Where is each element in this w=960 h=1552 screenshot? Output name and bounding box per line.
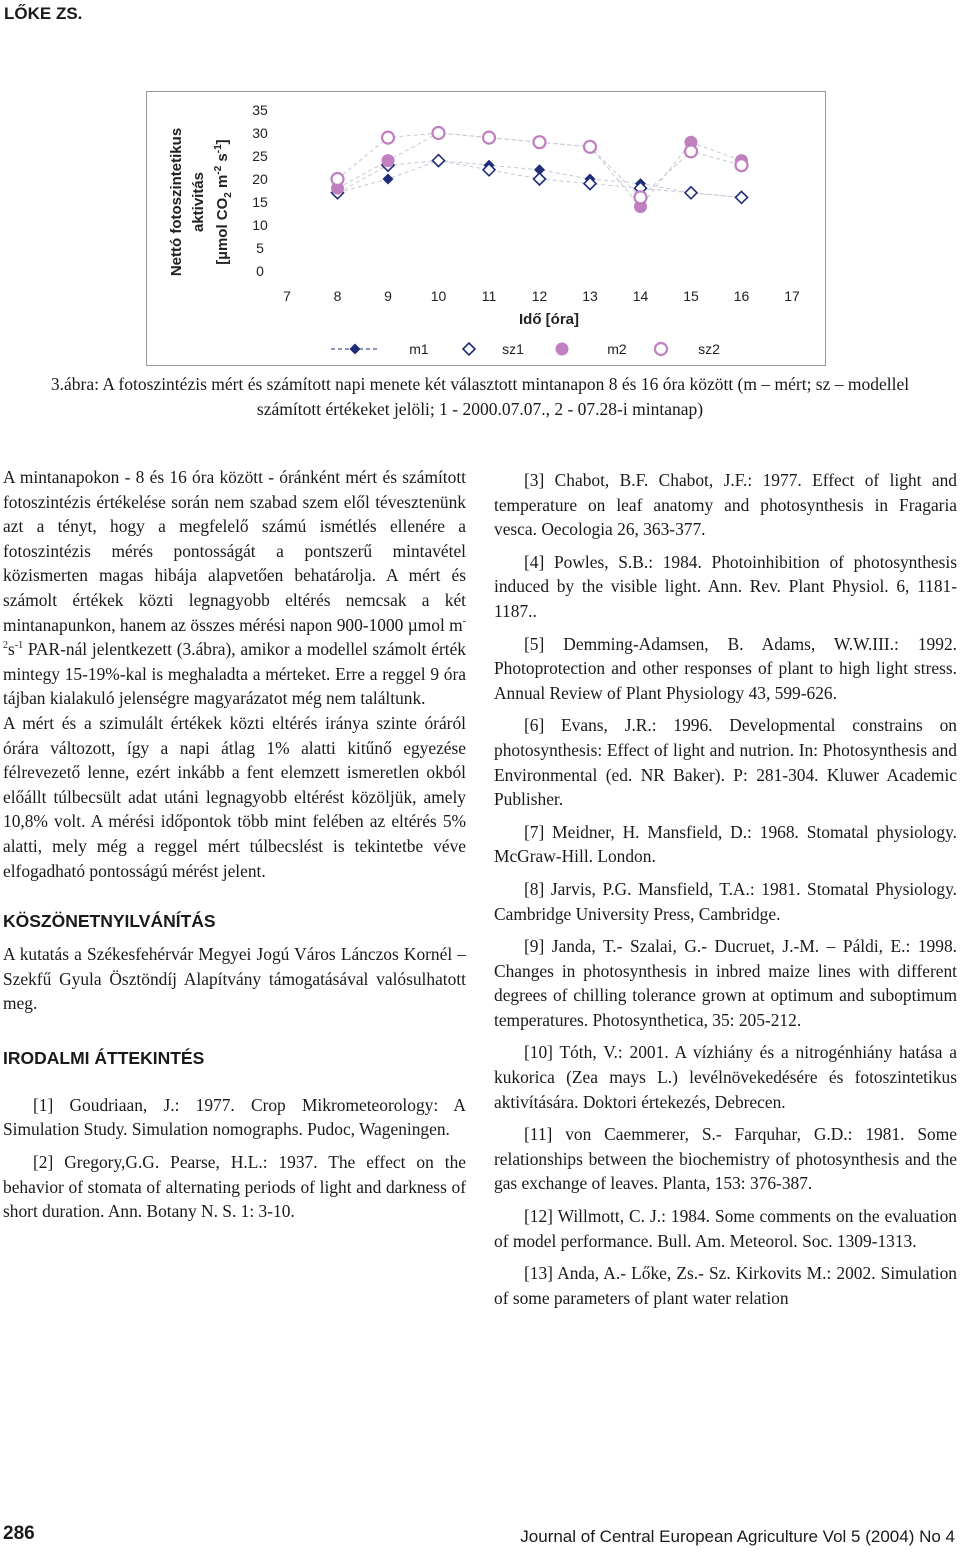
sz1-marker [433,155,445,167]
y-axis-label-line [190,172,207,232]
x-tick-label: 8 [333,288,342,304]
paragraph-acknowledgements: A kutatás a Székesfehérvár Megyei Jogú Város Lánczos Kornél – Szekfű Gyula Ösztöndíj Alapítvány támogatásával valósulhatott meg. [3,944,466,1014]
paragraph-2: A mért és a szimulált értékek közti eltérés iránya szinte óráról órára változott, így a napi átlag 1% alatti kitűnő egyezése félrevezető lenne, ezért inkább a fent elemzett ismeretlen okból előállt túlbecsült adat utáni legnagyobb eltérést közöljük, amely 10,8% volt. A mérési időpontok több mint felében az eltérés 5% alatti, mely még a reggel mért túlbecslést is tekintetbe véve elfogadható pontosságú mérést jelent. [3,712,466,881]
reference-list-left [3,1093,466,1224]
y-tick-label: 20 [252,171,268,187]
y-axis-label-part: s [214,153,231,166]
sz2-marker [584,141,596,153]
y-tick-label: 25 [252,148,268,164]
reference-item: [13] Anda, A.- Lőke, Zs.- Sz. Kirkovits M.: 2002. Simulation of some parameters of plant water relation [494,1263,957,1308]
sz1-marker [685,187,697,199]
sz2-marker [685,145,697,157]
x-tick-label: 11 [481,288,497,304]
running-header-author: LŐKE ZS. [4,4,83,23]
journal-footer: Journal of Central European Agriculture Vol 5 (2004) No 4 [520,1527,955,1546]
x-tick-label: 17 [784,288,800,304]
x-tick-label: 13 [582,288,598,304]
y-axis-label-part: [µmol CO [214,197,231,265]
reference-item: [4] Powles, S.B.: 1984. Photoinhibition of photosynthesis induced by the visible light. Ann. Rev. Plant Physiol. 6, 1181-1187.. [494,551,957,621]
left-column [3,465,466,1232]
y-axis-label-part: 2 [223,192,234,198]
y-axis-label-part: -1 [213,144,224,154]
sz2-marker [382,132,394,144]
m1-marker [350,344,360,354]
legend-label: sz1 [502,341,524,357]
reference-item: [11] von Caemmerer, S.- Farquhar, G.D.: 1981. Some relationships between the biochemistry of photosynthesis and the gas exchange of leaves. Planta, 153: 376-387. [494,1124,957,1194]
y-axis-label-part: m [214,174,231,193]
legend-label: m1 [409,341,429,357]
page-number: 286 [3,1523,35,1544]
y-tick-label: 5 [256,240,264,256]
heading-references: IRODALMI ÁTTEKINTÉS [3,1047,205,1068]
m2-marker [382,155,394,167]
y-tick-label: 35 [252,102,268,118]
paragraph-1: A mintanapokon - 8 és 16 óra között - óránként mért és számított fotoszintézis értékelése során nem szabad szem elől tévesztenünk azt a tényt, hogy a megfelelő számú ismétlés ellenére a fotoszintézis mérés pontosságát a pontszerű mintavétel közismerten magas hibája alapvetően behatárolja. A mért és számolt értékek közti legnagyobb eltérés nemcsak a két mintanapunkon, hanem az összes mérési napon 900-1000 µmol $m^{-2}s^{-1}$ PAR-nál jelentkezett (3.ábra), amikor a modellel számolt érték mintegy 15-19%-kal is meghaladta a mérteket. Erre a reggel 9 óra tájban kialakuló jelenségre magyarázatot még nem találtunk. [3,467,467,709]
heading-acknowledgements: KÖSZÖNETNYILVÁNÍTÁS [3,911,216,932]
reference-item: [12] Willmott, C. J.: 1984. Some comments on the evaluation of model performance. Bull. Am. Meteorol. Soc. 1309-1313. [494,1206,957,1251]
sz2-marker [332,173,344,185]
sz1-marker [463,343,475,355]
x-axis-label: Idő [óra] [519,311,579,328]
sz2-marker [534,136,546,148]
x-tick-label: 12 [531,288,548,304]
figure-caption: 3.ábra: A fotoszintézis mért és számított napi menete két választott mintanapon 8 és 16 óra között (m – mért; sz – modellel számított értékeket jelöli; 1 - 2000.07.07., 2 - 07.28-i mintanap) [50,374,910,419]
y-axis-label-part: Nettó fotoszintetikus [168,127,185,277]
y-tick-label: 0 [256,263,264,279]
x-tick-label: 9 [384,288,392,304]
y-axis-label-line [213,139,234,264]
reference-item: [8] Jarvis, P.G. Mansfield, T.A.: 1981. Stomatal Physiology. Cambridge University Press, Cambridge. [494,878,957,924]
photosynthesis-chart-svg [147,92,825,365]
figure-3-chart [146,91,826,366]
reference-item: [10] Tóth, V.: 2001. A vízhiány és a nitrogénhiány hatása a kukorica (Zea mays L.) levélnövekedésére és fotoszintetikus aktivítására. Doktori értekezés, Debrecen. [494,1042,957,1112]
x-tick-label: 10 [430,288,447,304]
y-axis-label-part: aktivitás [190,171,207,233]
y-axis-label-line [168,128,185,276]
y-axis-label-part: ] [214,139,231,145]
right-column [494,468,957,1318]
sz2-marker [483,132,495,144]
x-tick-label: 7 [283,288,291,304]
y-tick-label: 15 [252,194,268,210]
x-tick-label: 16 [733,288,750,304]
x-tick-label: 14 [632,288,649,304]
m1-marker [383,174,393,184]
sz2-marker [433,127,445,139]
m2-marker [556,343,568,355]
sz1-marker [534,173,546,185]
y-axis-label-part: -2 [213,165,224,175]
y-axis-label [168,128,234,276]
y-tick-label: 10 [252,217,268,233]
y-tick-label: 30 [252,125,268,141]
reference-item: [7] Meidner, H. Mansfield, D.: 1968. Stomatal physiology. McGraw-Hill. London. [494,821,957,867]
reference-item: [6] Evans, J.R.: 1996. Developmental constrains on photosynthesis: Effect of light and nutrion. In: Photosynthesis and Environmental (ed. NR Baker). P: 281-304. Kluwer Academic Publisher. [494,715,957,810]
reference-item: [3] Chabot, B.F. Chabot, J.F.: 1977. Effect of light and temperature on leaf anatomy and photosynthesis in Fragaria vesca. Oecologia 26, 363-377. [494,470,957,540]
sz1-marker [736,191,748,203]
legend-label: sz2 [698,341,720,357]
reference-item: [9] Janda, T.- Szalai, G.- Ducruet, J.-M. – Páldi, E.: 1998. Changes in photosynthesis in inbred maize lines with different degrees of chilling tolerance grown at optimum and suboptimum temperatures. Photosynthetica, 35: 205-212. [494,936,957,1030]
sz2-marker [736,159,748,171]
x-tick-label: 15 [683,288,699,304]
reference-item: [2] Gregory,G.G. Pearse, H.L.: 1937. The effect on the behavior of stomata of alternating periods of light and darkness of short duration. Ann. Botany N. S. 1: 3-10. [3,1152,466,1222]
legend-label: m2 [607,341,627,357]
sz2-marker [635,191,647,203]
reference-item: [5] Demming-Adamsen, B. Adams, W.W.III.: 1992. Photoprotection and other responses of plant to high light stress. Annual Review of Plant Physiology 43, 599-626. [494,633,957,703]
sz2-marker [655,343,667,355]
reference-item: [1] Goudriaan, J.: 1977. Crop Mikrometeorology: A Simulation Study. Simulation nomographs. Pudoc, Wageningen. [3,1094,466,1140]
